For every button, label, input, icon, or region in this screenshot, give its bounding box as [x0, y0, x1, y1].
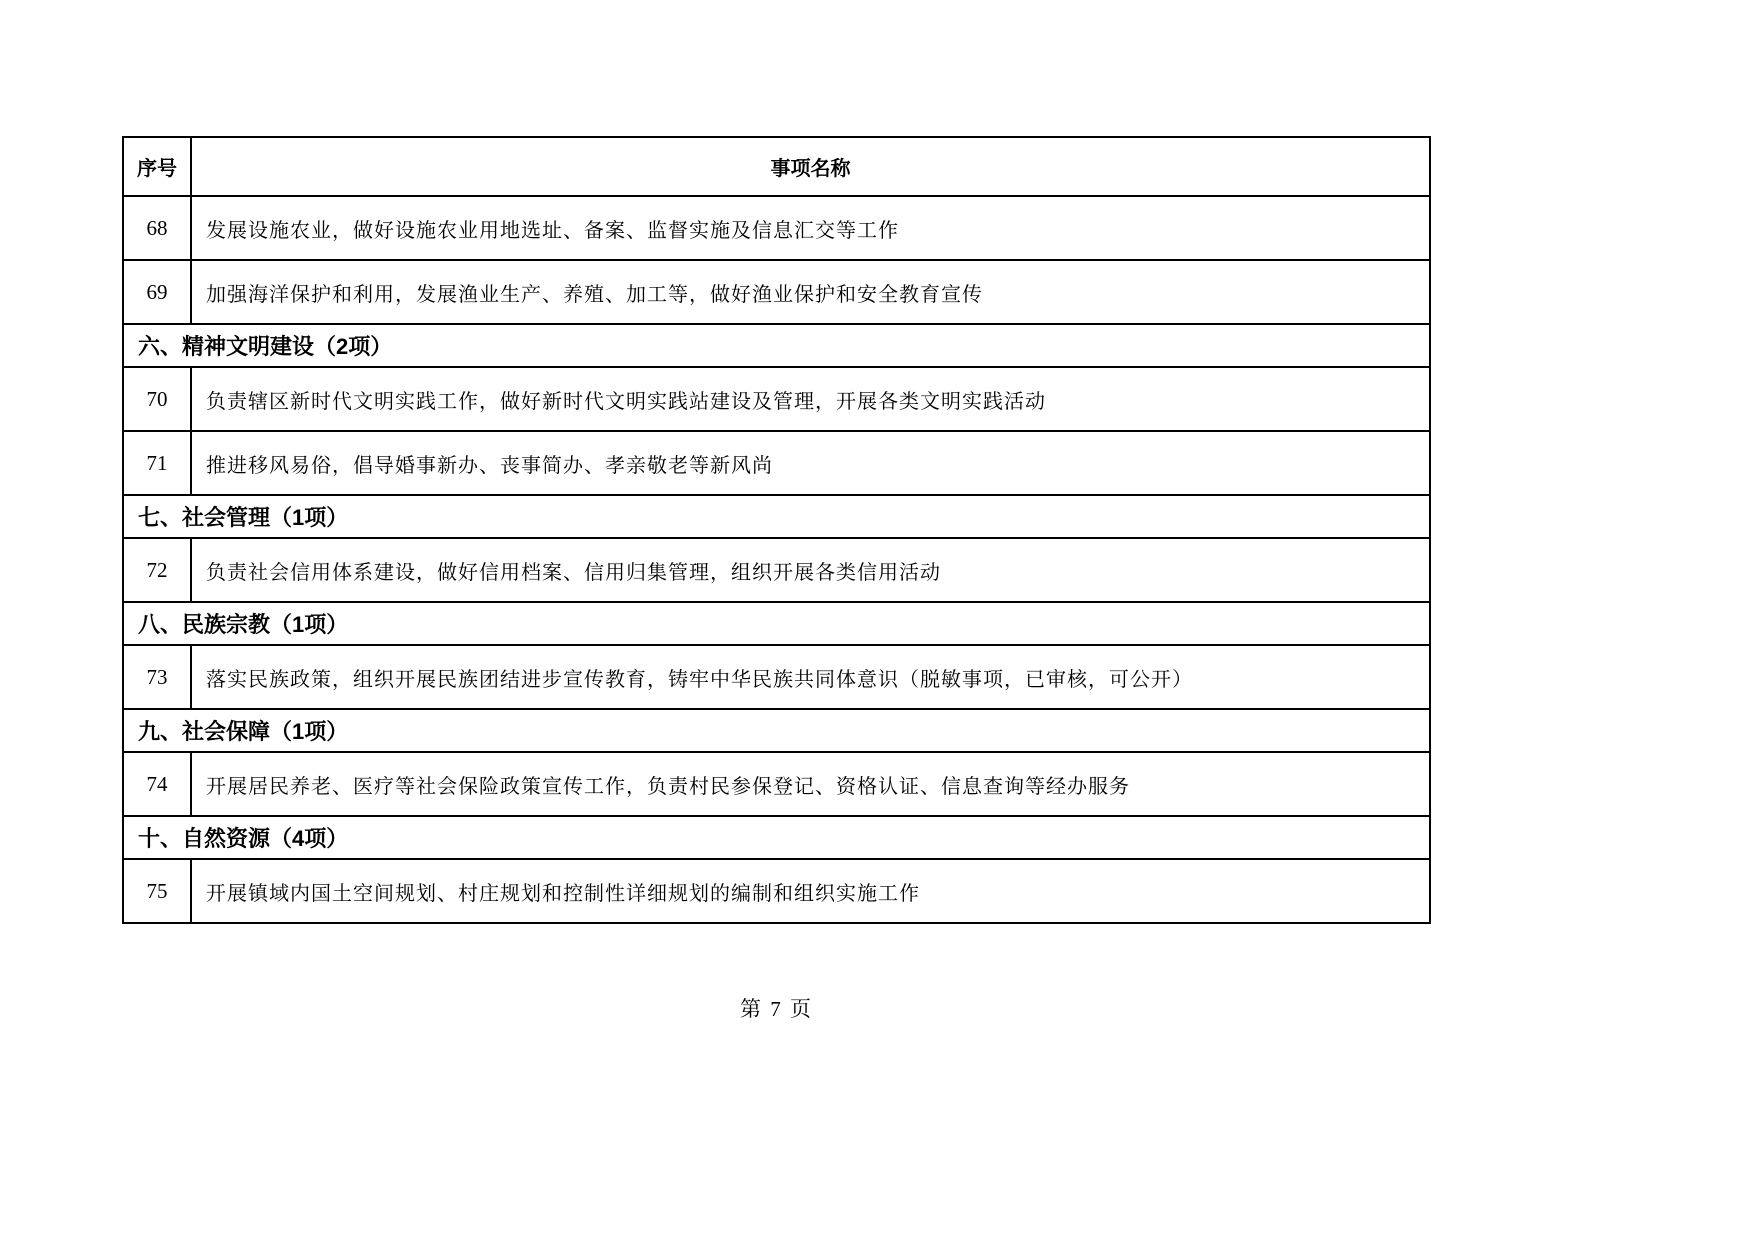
- items-table: [122, 136, 1431, 924]
- table-header-row: [123, 137, 1430, 196]
- item-row: [123, 196, 1430, 260]
- item-row: [123, 431, 1430, 495]
- section-row: [123, 495, 1430, 538]
- item-text: 负责社会信用体系建设，做好信用档案、信用归集管理，组织开展各类信用活动: [191, 538, 1430, 602]
- header-col-name: 事项名称: [191, 137, 1430, 196]
- page-number: 第 7 页: [740, 997, 813, 1021]
- section-title: 十、自然资源（4项）: [123, 816, 1430, 859]
- item-number: 75: [123, 859, 191, 923]
- item-row: [123, 859, 1430, 923]
- item-text: 落实民族政策，组织开展民族团结进步宣传教育，铸牢中华民族共同体意识（脱敏事项，已审核，可公开）: [191, 645, 1430, 709]
- section-title: 六、精神文明建设（2项）: [123, 324, 1430, 367]
- item-number: 74: [123, 752, 191, 816]
- header-col-seq: 序号: [123, 137, 191, 196]
- section-row: [123, 816, 1430, 859]
- item-number: 70: [123, 367, 191, 431]
- section-row: [123, 709, 1430, 752]
- item-row: [123, 260, 1430, 324]
- section-title: 八、民族宗教（1项）: [123, 602, 1430, 645]
- section-row: [123, 324, 1430, 367]
- item-row: [123, 367, 1430, 431]
- item-number: 72: [123, 538, 191, 602]
- item-number: 73: [123, 645, 191, 709]
- item-number: 69: [123, 260, 191, 324]
- item-row: [123, 752, 1430, 816]
- section-title: 七、社会管理（1项）: [123, 495, 1430, 538]
- item-text: 发展设施农业，做好设施农业用地选址、备案、监督实施及信息汇交等工作: [191, 196, 1430, 260]
- item-text: 推进移风易俗，倡导婚事新办、丧事简办、孝亲敬老等新风尚: [191, 431, 1430, 495]
- section-title: 九、社会保障（1项）: [123, 709, 1430, 752]
- item-row: [123, 645, 1430, 709]
- item-number: 68: [123, 196, 191, 260]
- item-text: 开展镇域内国土空间规划、村庄规划和控制性详细规划的编制和组织实施工作: [191, 859, 1430, 923]
- item-text: 负责辖区新时代文明实践工作，做好新时代文明实践站建设及管理，开展各类文明实践活动: [191, 367, 1430, 431]
- item-text: 开展居民养老、医疗等社会保险政策宣传工作，负责村民参保登记、资格认证、信息查询等经办服务: [191, 752, 1430, 816]
- section-row: [123, 602, 1430, 645]
- item-row: [123, 538, 1430, 602]
- item-text: 加强海洋保护和利用，发展渔业生产、养殖、加工等，做好渔业保护和安全教育宣传: [191, 260, 1430, 324]
- item-number: 71: [123, 431, 191, 495]
